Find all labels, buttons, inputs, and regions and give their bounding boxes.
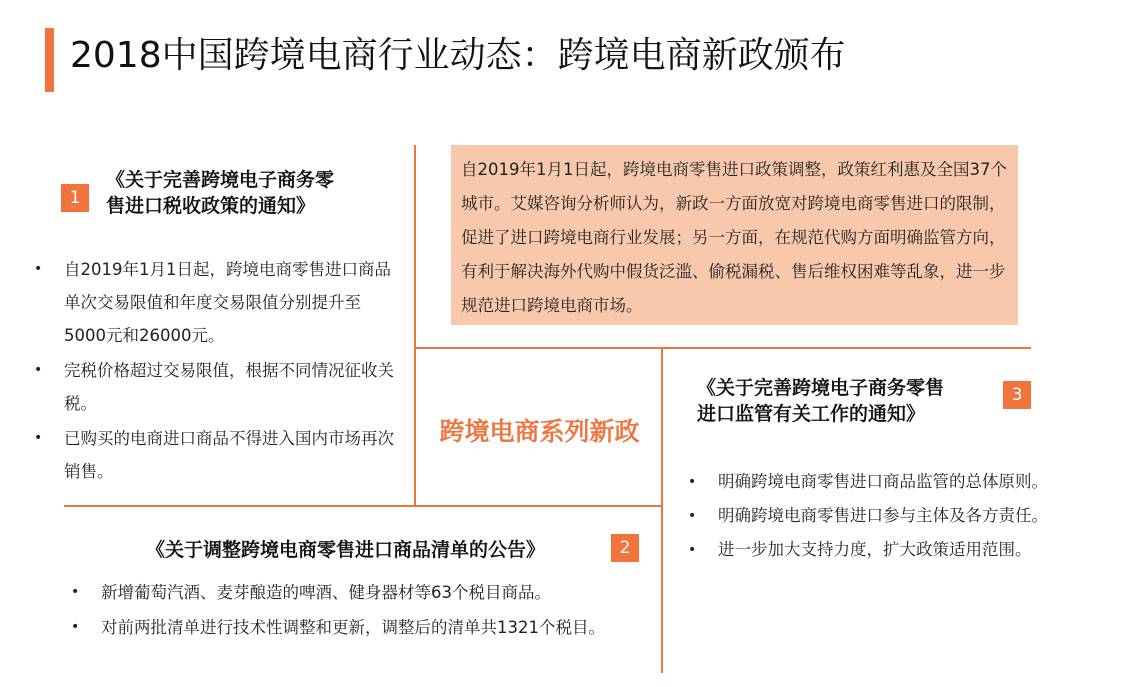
list-item: [688, 499, 1118, 533]
bullet-text: 自2019年1月1日起，跨境电商零售进口商品单次交易限值和年度交易限值分别提升至5000元和26000元。: [64, 260, 391, 345]
bullet-icon: •: [71, 584, 80, 600]
bullet-text: 完税价格超过交易限值，根据不同情况征收关税。: [64, 361, 394, 413]
bullet-text: 进一步加大支持力度，扩大政策适用范围。: [718, 540, 1032, 559]
section-1-bullet-list: [34, 253, 394, 490]
section-1-title-line2: 售进口税收政策的通知》: [106, 195, 316, 217]
bullet-text: 明确跨境电商零售进口商品监管的总体原则。: [718, 472, 1048, 491]
bullet-icon: •: [34, 362, 43, 378]
section-3-title-line2: 进口监管有关工作的通知》: [697, 403, 926, 425]
bullet-text: 明确跨境电商零售进口参与主体及各方责任。: [718, 506, 1048, 525]
divider-horizontal-bottom: [64, 505, 662, 507]
title-accent-bar: [45, 28, 54, 92]
bullet-text: 对前两批清单进行技术性调整和更新，调整后的清单共1321个税目。: [101, 618, 605, 637]
bullet-icon: •: [688, 474, 697, 490]
divider-horizontal-top: [414, 347, 1031, 349]
list-item: [34, 422, 394, 488]
section-1-title: [106, 167, 334, 219]
summary-box: 自2019年1月1日起，跨境电商零售进口政策调整，政策红利惠及全国37个城市。艾媒咨询分析师认为，新政一方面放宽对跨境电商零售进口的限制，促进了进口跨境电商行业发展；另一方面，在规范代购方面明确监管方向，有利于解决海外代购中假货泛滥、偷税漏税、售后维权困难等乱象，进一步规范进口跨境电商市场。: [451, 145, 1018, 325]
divider-vertical-right: [661, 348, 663, 673]
divider-vertical-left: [414, 145, 416, 505]
bullet-text: 新增葡萄汽酒、麦芽酿造的啤酒、健身器材等63个税目商品。: [101, 583, 551, 602]
bullet-text: 已购买的电商进口商品不得进入国内市场再次销售。: [64, 429, 394, 481]
list-item: [71, 611, 641, 644]
section-2-title: 《关于调整跨境电商零售进口商品清单的公告》: [146, 539, 546, 561]
section-2-bullet-list: [71, 576, 641, 646]
page-title: 2018中国跨境电商行业动态：跨境电商新政颁布: [70, 35, 846, 76]
section-3-title: [697, 375, 944, 427]
bullet-icon: •: [688, 508, 697, 524]
section-3-title-line1: 《关于完善跨境电子商务零售: [697, 377, 945, 399]
section-2-number-badge: 2: [611, 534, 639, 562]
section-3-number-badge: 3: [1003, 381, 1031, 409]
list-item: [34, 253, 394, 352]
list-item: [34, 354, 394, 420]
list-item: [688, 465, 1118, 499]
section-1-title-line1: 《关于完善跨境电子商务零: [106, 169, 335, 191]
bullet-icon: •: [34, 261, 43, 277]
bullet-icon: •: [688, 542, 697, 558]
list-item: [688, 533, 1118, 567]
center-label: 跨境电商系列新政: [439, 417, 640, 446]
bullet-icon: •: [34, 430, 43, 446]
section-1-number-badge: 1: [61, 184, 89, 212]
section-3-bullet-list: [688, 465, 1118, 567]
list-item: [71, 576, 641, 609]
bullet-icon: •: [71, 619, 80, 635]
